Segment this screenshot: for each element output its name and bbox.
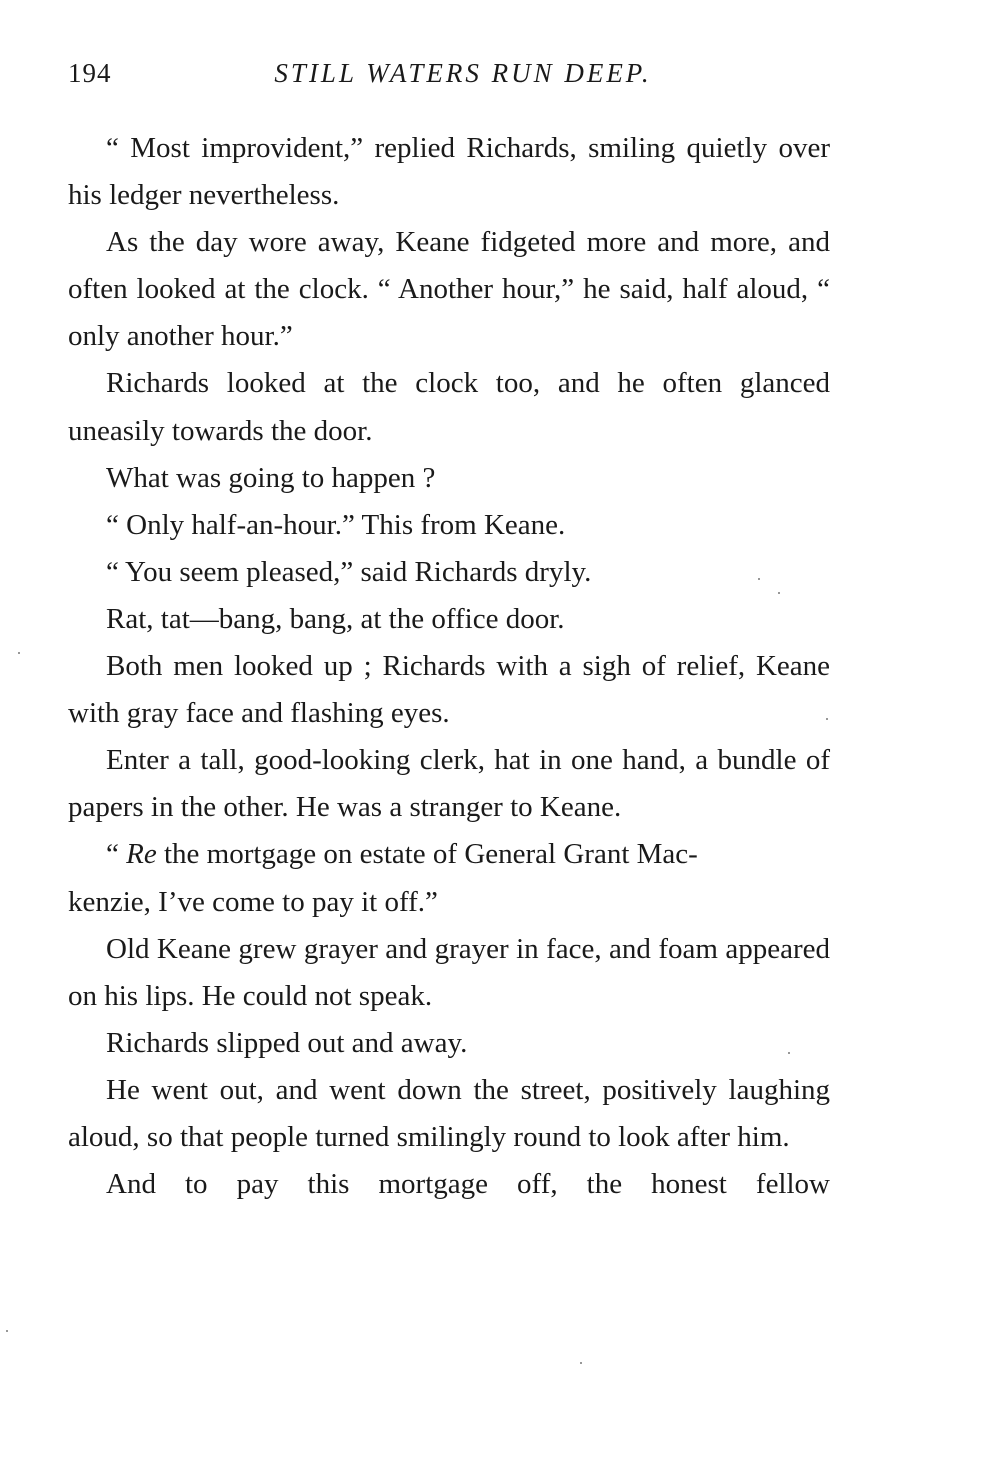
paragraph: Both men looked up ; Richards with a sigh of relief, Keane with gray face and flashing eyes. [68,650,830,730]
paragraph-continuation: kenzie, I’ve come to pay it off.” [68,885,438,918]
paragraph: As the day wore away, Keane fidgeted more and more, and often looked at the clock. “ Another hour,” he said, half aloud, “ only another hour.” [68,226,830,353]
paragraph: “ Only half-an-hour.” This from Keane. [106,508,566,541]
page-header [68,58,830,98]
italic-word: Re [126,838,157,871]
paragraph: Richards looked at the clock too, and he often glanced uneasily towards the door. [68,367,830,447]
paper-speck [778,592,780,594]
paragraph: He went out, and went down the street, positively laughing aloud, so that people turned smilingly round to look after him. [68,1073,830,1153]
paragraph: Old Keane grew grayer and grayer in face, and foam appeared on his lips. He could not speak. [68,932,830,1012]
paper-speck [6,1330,8,1332]
paragraph: Rat, tat—bang, bang, at the office door. [106,602,565,635]
paragraph-re-mortgage [68,831,830,925]
paragraph: What was going to happen ? [106,461,436,494]
paragraph: “ You seem pleased,” said Richards dryly. [106,555,592,588]
open-quote: “ [106,838,127,871]
paragraph: Richards slipped out and away. [106,1026,468,1059]
paragraph-continues: And to pay this mortgage off, the honest fellow [106,1168,830,1201]
paper-speck [18,652,20,654]
paragraph-text: the mortgage on estate of General Grant Mac- [156,838,698,871]
page-number: 194 [68,58,112,88]
running-title: STILL WATERS RUN DEEP. [274,58,652,88]
paragraph: Enter a tall, good-looking clerk, hat in one hand, a bundle of papers in the other. He was a stranger to Keane. [68,744,830,824]
body-text [68,125,830,1208]
paragraph: “ Most improvident,” replied Richards, smiling quietly over his ledger nevertheless. [68,132,830,212]
paper-speck [788,1052,790,1054]
paper-speck [826,718,828,720]
paper-speck [758,578,760,580]
paper-speck [580,1362,582,1364]
